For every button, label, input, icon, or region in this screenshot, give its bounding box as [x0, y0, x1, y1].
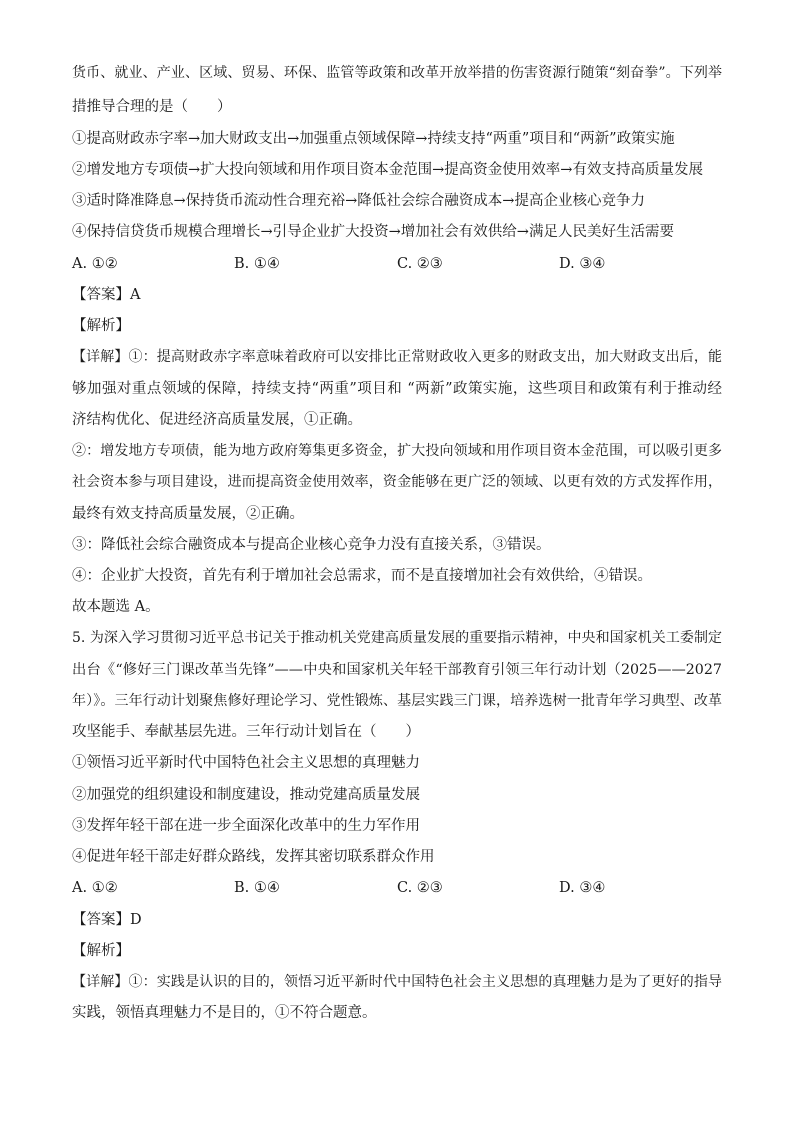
q5-stem-line-1: 5. 为深入学习贯彻习近平总书记关于推动机关党建高质量发展的重要指示精神，中央和国家机关工委制定 [72, 630, 722, 646]
q4-explain-line-3: 济结构优化、促进经济高质量发展，①正确。 [72, 412, 362, 428]
q4-option-d: D. ③④ [559, 256, 606, 272]
q5-options [72, 878, 722, 898]
q4-answer: 【答案】A [72, 287, 141, 303]
q5-option-a: A. ①② [72, 880, 118, 896]
q5-explain-line-1: 【详解】①：实践是认识的目的，领悟习近平新时代中国特色社会主义思想的真理魅力是为了更好的指导 [72, 974, 722, 990]
q5-item-1: ①领悟习近平新时代中国特色社会主义思想的真理魅力 [72, 755, 420, 771]
q5-item-2: ②加强党的组织建设和制度建设，推动党建高质量发展 [72, 787, 420, 803]
q4-item-2: ②增发地方专项债→扩大投向领域和用作项目资本金范围→提高资金使用效率→有效支持高质量发展 [72, 162, 703, 178]
q4-analysis-label: 【解析】 [72, 318, 130, 334]
q5-stem-line-3: 年）》。三年行动计划聚焦修好理论学习、党性锻炼、基层实践三门课，培养选树一批青年学习典型、改革 [72, 693, 722, 709]
q5-explain-line-2: 实践，领悟真理魅力不是目的，①不符合题意。 [72, 1005, 377, 1021]
q5-analysis-label: 【解析】 [72, 943, 130, 959]
q4-explain-line-2: 够加强对重点领域的保障，持续支持“两重”项目和 “两新”政策实施，这些项目和政策有利于推动经 [72, 381, 722, 397]
q4-explain-line-4: ②：增发地方专项债，能为地方政府筹集更多资金，扩大投向领域和用作项目资本金范围，可以吸引更多 [72, 443, 722, 459]
q5-option-c: C. ②③ [397, 880, 443, 896]
q4-options [72, 254, 722, 274]
q4-stem-line-2: 措推导合理的是（ ） [72, 99, 232, 115]
q4-explain-line-6: 最终有效支持高质量发展，②正确。 [72, 506, 304, 522]
q4-option-c: C. ②③ [397, 256, 443, 272]
q5-option-b: B. ①④ [234, 880, 280, 896]
q4-option-b: B. ①④ [234, 256, 280, 272]
q5-item-3: ③发挥年轻干部在进一步全面深化改革中的生力军作用 [72, 818, 420, 834]
q5-stem-line-4: 攻坚能手、奉献基层先进。三年行动计划旨在（ ） [72, 724, 420, 740]
q4-item-4: ④保持信贷货币规模合理增长→引导企业扩大投资→增加社会有效供给→满足人民美好生活需要 [72, 224, 674, 240]
q4-explain-line-7: ③：降低社会综合融资成本与提高企业核心竞争力没有直接关系，③错误。 [72, 537, 551, 553]
q4-explain-line-8: ④：企业扩大投资，首先有利于增加社会总需求，而不是直接增加社会有效供给，④错误。 [72, 568, 652, 584]
q5-stem-line-2: 出台《“修好三门课改革当先锋”——中央和国家机关年轻干部教育引领三年行动计划（2025——2027 [72, 662, 722, 678]
q4-explain-line-5: 社会资本参与项目建设，进而提高资金使用效率，资金能够在更广泛的领域、以更有效的方式发挥作用， [72, 474, 722, 490]
q5-answer: 【答案】D [72, 912, 142, 928]
q4-option-a: A. ①② [72, 256, 118, 272]
q5-option-d: D. ③④ [559, 880, 606, 896]
q5-item-4: ④促进年轻干部走好群众路线，发挥其密切联系群众作用 [72, 849, 435, 865]
q4-item-1: ①提高财政赤字率→加大财政支出→加强重点领域保障→持续支持“两重”项目和“两新”政策实施 [72, 131, 675, 147]
q4-explain-line-9: 故本题选 A。 [72, 599, 160, 615]
q4-explain-line-1: 【详解】①：提高财政赤字率意味着政府可以安排比正常财政收入更多的财政支出，加大财政支出后，能 [72, 349, 722, 365]
q4-item-3: ③适时降准降息→保持货币流动性合理充裕→降低社会综合融资成本→提高企业核心竞争力 [72, 193, 645, 209]
q4-stem-line-1: 货币、就业、产业、区域、贸易、环保、监管等政策和改革开放举措的伤害资源行随策“刻奋拳”。下列举 [72, 65, 722, 81]
